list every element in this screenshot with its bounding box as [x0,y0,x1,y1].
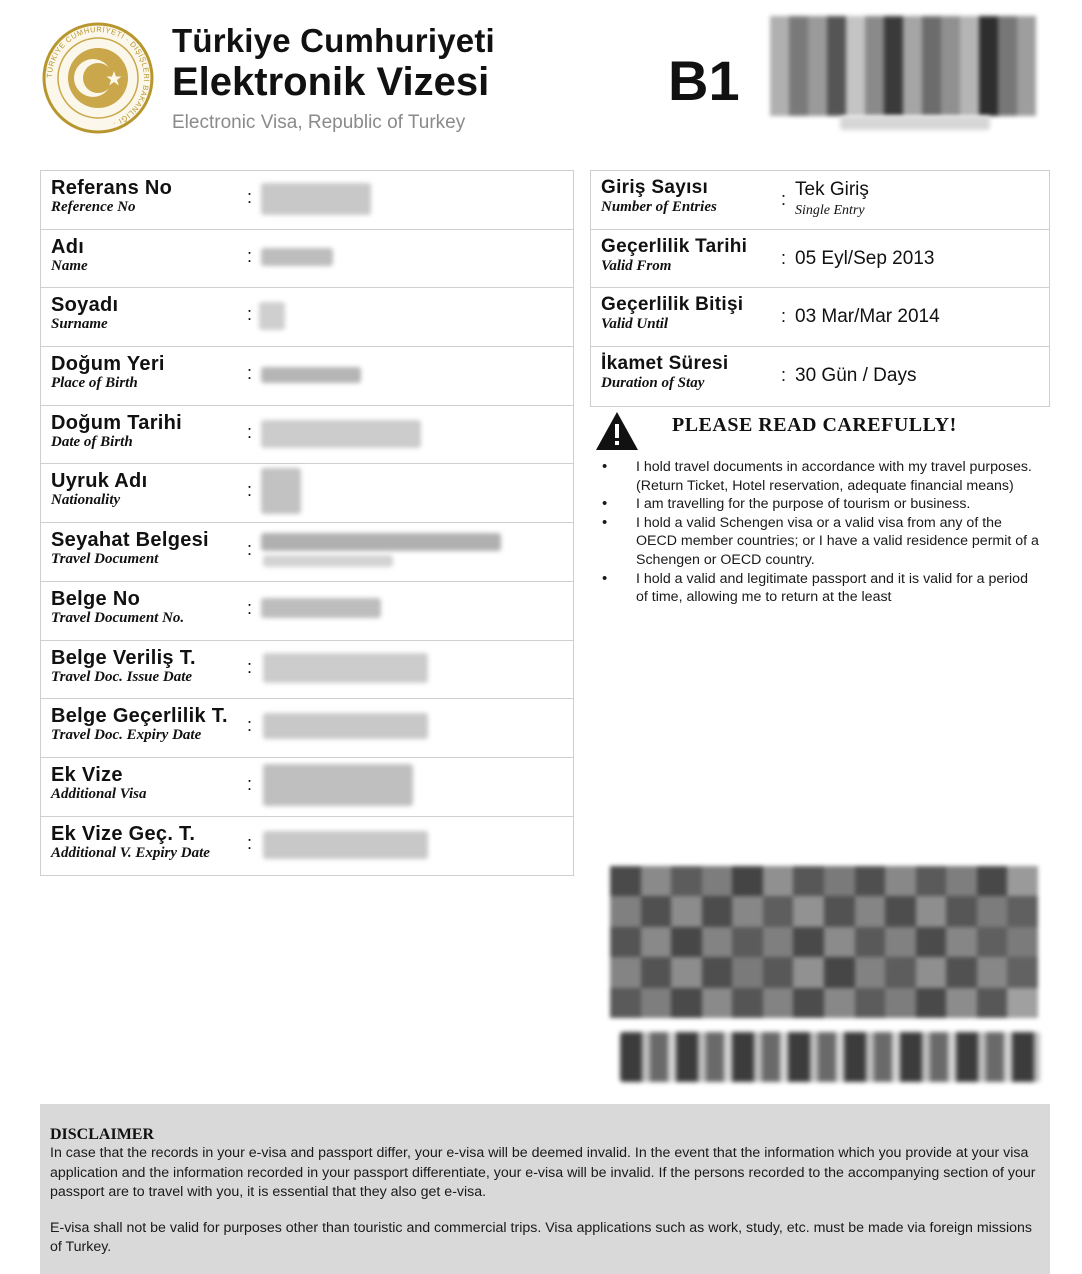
field-label-en: Reference No [51,199,136,215]
redacted-code-text [620,1032,1040,1082]
field-label-tr: Referans No [51,177,173,199]
field-label-en: Additional V. Expiry Date [51,844,210,861]
redacted-value [263,831,428,859]
field-label-tr: Geçerlilik Tarihi [601,235,748,257]
field-label-tr: Belge Veriliş T. [51,646,196,669]
field-label-tr: Ek Vize Geç. T. [51,822,196,845]
personal-info-table [40,170,574,876]
header-subtitle: Electronic Visa, Republic of Turkey [172,112,466,133]
redacted-value [261,533,501,551]
visa-info-table [590,170,1050,407]
field-label-tr: Giriş Sayısı [601,177,709,198]
field-row-travel-document-no: Belge No Travel Document No. : [41,582,573,641]
field-label-en: Valid From [601,257,672,274]
valid-until-value: 03 Mar/Mar 2014 [795,306,940,328]
warning-item: • I hold a valid Schengen visa or a valid visa from any of the OECD member countries; or I have a valid residence permit of a Schengen or OECD country. [600,514,1040,570]
redacted-barcode [770,16,1036,116]
field-row-nationality: Uyruk Adı Nationality : [41,464,573,523]
field-row-surname: Soyadı Surname : [41,288,573,347]
field-row-number-of-entries: Giriş Sayısı Number of Entries : Tek Giriş Single Entry [591,171,1049,230]
disclaimer-title: DISCLAIMER [50,1126,155,1143]
field-label-tr: Soyadı [51,294,119,317]
field-label-en: Travel Doc. Issue Date [51,668,193,685]
header-title-line1: Türkiye Cumhuriyeti [172,22,495,59]
field-label-tr: Doğum Tarihi [51,411,183,434]
field-label-tr: Seyahat Belgesi [51,529,209,552]
redacted-value [261,598,381,618]
visa-category: B1 [668,49,740,112]
field-label-tr: Adı [51,235,85,258]
field-label-en: Name [51,257,88,274]
field-label-en: Travel Document [51,551,159,568]
redacted-value [263,653,428,683]
field-label-tr: Uyruk Adı [51,470,148,493]
redacted-value [261,183,371,215]
warning-title: PLEASE READ CAREFULLY! [672,414,957,436]
field-row-additional-visa: Ek Vize Additional Visa : [41,758,573,817]
field-label-tr: Belge Geçerlilik T. [51,705,228,728]
field-row-travel-document: Seyahat Belgesi Travel Document : [41,523,573,582]
redacted-value [261,468,301,514]
field-label-tr: İkamet Süresi [601,353,729,375]
warning-item: • I hold travel documents in accordance with my travel purposes. (Return Ticket, Hotel reservation, adequate financial means) [600,458,1040,495]
disclaimer-paragraph-2: E-visa shall not be valid for purposes other than touristic and commercial trips. Visa applications such as work, study, etc. must be made via foreign missions of Turkey. [50,1219,1033,1255]
redacted-barcode-caption [840,116,990,130]
field-label-en: Place of Birth [51,375,138,392]
header-title-line2: Elektronik Vizesi [172,60,490,104]
disclaimer-box [40,1104,1050,1274]
field-row-valid-from: Geçerlilik Tarihi Valid From : 05 Eyl/Sep 2013 [591,230,1049,289]
field-label-tr: Doğum Yeri [51,353,165,376]
field-row-date-of-birth: Doğum Tarihi Date of Birth : [41,406,573,465]
valid-from-value: 05 Eyl/Sep 2013 [795,247,935,269]
warning-item: • I hold a valid and legitimate passport and it is valid for a period of time, allowing me to return at the least [600,570,1040,607]
redacted-value [263,555,393,567]
redacted-value [261,248,333,266]
redacted-qr-code [610,866,1038,1018]
warning-list [600,458,1040,607]
warning-item: • I am travelling for the purpose of tourism or business. [600,495,1040,514]
field-label-tr: Ek Vize [51,763,123,786]
field-row-travel-doc-expiry-date: Belge Geçerlilik T. Travel Doc. Expiry Date : [41,699,573,758]
redacted-value [261,420,421,448]
field-label-en: Travel Document No. [51,609,185,626]
entries-value-en: Single Entry [795,203,865,218]
redacted-value [263,713,428,739]
redacted-value [259,302,285,330]
field-label-en: Valid Until [601,316,669,333]
field-label-en: Number of Entries [601,199,717,215]
field-label-tr: Geçerlilik Bitişi [601,294,744,316]
field-label-tr: Belge No [51,587,141,610]
svg-text:TÜRKİYE CUMHURİYETİ · DIŞİŞLER: TÜRKİYE CUMHURİYETİ · DIŞİŞLERİ BAKANLIĞI · [44,24,152,129]
field-label-en: Surname [51,316,108,333]
field-row-name: Adı Name : [41,230,573,289]
entries-value-tr: Tek Giriş [795,179,869,200]
redacted-value [263,764,413,806]
warning-triangle-icon [594,410,640,452]
field-label-en: Date of Birth [51,433,133,450]
field-label-en: Duration of Stay [601,375,705,392]
field-row-valid-until: Geçerlilik Bitişi Valid Until : 03 Mar/Mar 2014 [591,288,1049,347]
redacted-value [261,367,361,383]
field-row-reference-no: Referans No Reference No : [41,171,573,230]
field-row-place-of-birth: Doğum Yeri Place of Birth : [41,347,573,406]
ministry-seal-icon [42,22,154,134]
field-row-travel-doc-issue-date: Belge Veriliş T. Travel Doc. Issue Date : [41,641,573,700]
field-row-duration-of-stay: İkamet Süresi Duration of Stay : 30 Gün / Days [601,353,917,392]
duration-of-stay-value: 30 Gün / Days [795,365,917,387]
field-label-en: Additional Visa [51,785,147,802]
field-label-en: Travel Doc. Expiry Date [51,727,202,744]
field-row-additional-visa-expiry: Ek Vize Geç. T. Additional V. Expiry Date : [41,817,573,876]
field-label-en: Nationality [51,492,121,509]
disclaimer-paragraph-1: In case that the records in your e-visa and passport differ, your e-visa will be deemed invalid. In the event that the information which you provide at your visa application and the information recorded in your passport differentiate, your e-visa will be invalid. If the persons recorded to the accompanying section of your passport are to travel with you, it is essential that they also get e-visa. [50,1145,1036,1200]
